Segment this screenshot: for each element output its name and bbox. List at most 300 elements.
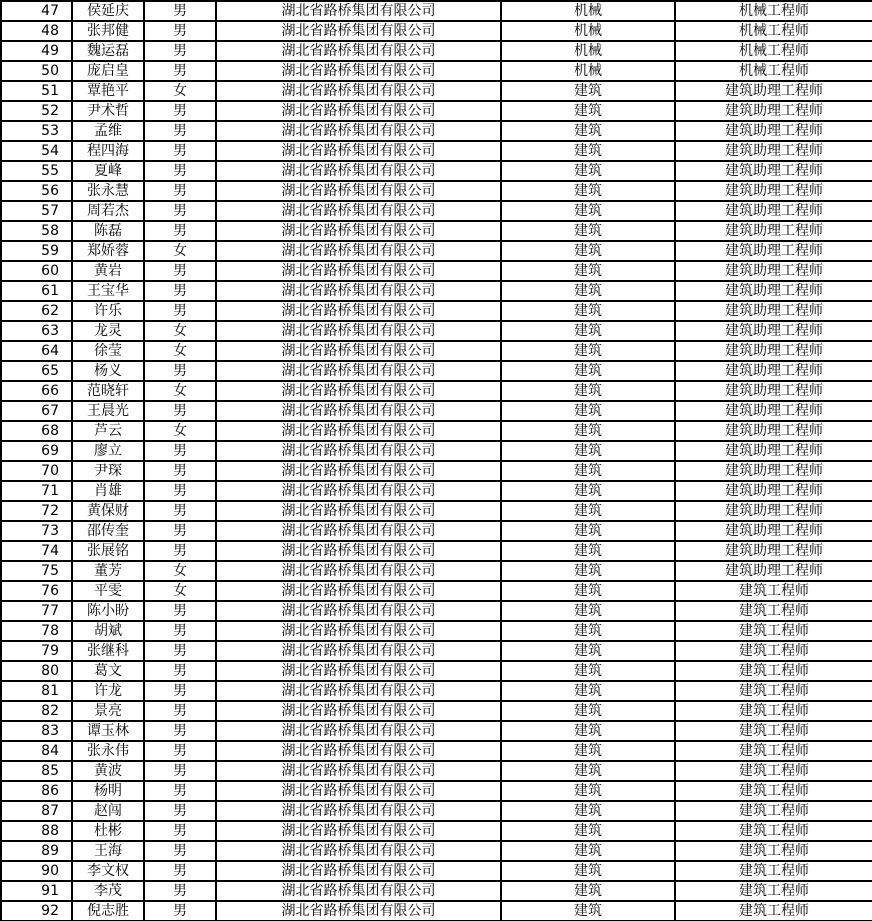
cell-major: 建筑: [501, 301, 675, 321]
cell-name: 景亮: [72, 701, 144, 721]
cell-company: 湖北省路桥集团有限公司: [216, 561, 501, 581]
cell-major: 建筑: [501, 841, 675, 861]
cell-gender: 男: [144, 881, 216, 901]
table-row: [1, 181, 872, 201]
cell-title: 建筑助理工程师: [675, 181, 872, 201]
cell-company: 湖北省路桥集团有限公司: [216, 861, 501, 881]
cell-row-number: 71: [1, 481, 72, 501]
table-row: [1, 541, 872, 561]
cell-title: 建筑助理工程师: [675, 221, 872, 241]
cell-gender: 女: [144, 561, 216, 581]
cell-gender: 男: [144, 141, 216, 161]
cell-row-number: 89: [1, 841, 72, 861]
cell-gender: 男: [144, 301, 216, 321]
cell-name: 胡斌: [72, 621, 144, 641]
cell-name: 张邦健: [72, 21, 144, 41]
cell-title: 建筑工程师: [675, 701, 872, 721]
cell-title: 建筑工程师: [675, 581, 872, 601]
cell-title: 建筑助理工程师: [675, 501, 872, 521]
cell-row-number: 72: [1, 501, 72, 521]
cell-company: 湖北省路桥集团有限公司: [216, 401, 501, 421]
cell-major: 建筑: [501, 881, 675, 901]
cell-row-number: 77: [1, 601, 72, 621]
cell-major: 建筑: [501, 661, 675, 681]
table-row: [1, 221, 872, 241]
cell-major: 建筑: [501, 421, 675, 441]
cell-company: 湖北省路桥集团有限公司: [216, 441, 501, 461]
cell-name: 李文权: [72, 861, 144, 881]
cell-row-number: 52: [1, 101, 72, 121]
cell-name: 葛文: [72, 661, 144, 681]
personnel-roster-body: [1, 1, 872, 921]
cell-row-number: 57: [1, 201, 72, 221]
cell-row-number: 84: [1, 741, 72, 761]
table-row: [1, 321, 872, 341]
cell-major: 建筑: [501, 201, 675, 221]
cell-row-number: 90: [1, 861, 72, 881]
cell-name: 王晨光: [72, 401, 144, 421]
cell-major: 建筑: [501, 641, 675, 661]
cell-major: 建筑: [501, 761, 675, 781]
cell-major: 机械: [501, 61, 675, 81]
cell-row-number: 49: [1, 41, 72, 61]
cell-title: 建筑助理工程师: [675, 421, 872, 441]
cell-row-number: 68: [1, 421, 72, 441]
cell-gender: 男: [144, 901, 216, 921]
cell-title: 建筑助理工程师: [675, 521, 872, 541]
cell-name: 陈小盼: [72, 601, 144, 621]
cell-gender: 男: [144, 781, 216, 801]
cell-row-number: 87: [1, 801, 72, 821]
cell-gender: 女: [144, 581, 216, 601]
table-row: [1, 561, 872, 581]
cell-company: 湖北省路桥集团有限公司: [216, 881, 501, 901]
table-row: [1, 521, 872, 541]
cell-major: 建筑: [501, 901, 675, 921]
cell-row-number: 81: [1, 681, 72, 701]
cell-name: 芦云: [72, 421, 144, 441]
table-row: [1, 341, 872, 361]
table-row: [1, 301, 872, 321]
table-row: [1, 641, 872, 661]
cell-row-number: 92: [1, 901, 72, 921]
cell-company: 湖北省路桥集团有限公司: [216, 821, 501, 841]
cell-row-number: 85: [1, 761, 72, 781]
cell-gender: 男: [144, 721, 216, 741]
cell-company: 湖北省路桥集团有限公司: [216, 761, 501, 781]
cell-row-number: 59: [1, 241, 72, 261]
cell-major: 建筑: [501, 401, 675, 421]
cell-title: 机械工程师: [675, 61, 872, 81]
cell-row-number: 74: [1, 541, 72, 561]
cell-company: 湖北省路桥集团有限公司: [216, 541, 501, 561]
cell-company: 湖北省路桥集团有限公司: [216, 281, 501, 301]
cell-title: 建筑助理工程师: [675, 161, 872, 181]
cell-name: 黄波: [72, 761, 144, 781]
cell-row-number: 64: [1, 341, 72, 361]
cell-company: 湖北省路桥集团有限公司: [216, 621, 501, 641]
cell-gender: 男: [144, 861, 216, 881]
cell-gender: 男: [144, 541, 216, 561]
cell-title: 机械工程师: [675, 21, 872, 41]
cell-name: 王宝华: [72, 281, 144, 301]
cell-row-number: 56: [1, 181, 72, 201]
cell-gender: 男: [144, 61, 216, 81]
cell-gender: 男: [144, 841, 216, 861]
cell-name: 尹琛: [72, 461, 144, 481]
cell-major: 建筑: [501, 461, 675, 481]
cell-name: 覃艳平: [72, 81, 144, 101]
cell-major: 建筑: [501, 241, 675, 261]
cell-gender: 男: [144, 1, 216, 21]
table-row: [1, 761, 872, 781]
cell-name: 侯延庆: [72, 1, 144, 21]
table-row: [1, 241, 872, 261]
cell-gender: 男: [144, 601, 216, 621]
cell-major: 建筑: [501, 481, 675, 501]
cell-row-number: 63: [1, 321, 72, 341]
cell-row-number: 62: [1, 301, 72, 321]
cell-company: 湖北省路桥集团有限公司: [216, 601, 501, 621]
cell-title: 建筑助理工程师: [675, 241, 872, 261]
cell-gender: 男: [144, 661, 216, 681]
cell-major: 建筑: [501, 281, 675, 301]
cell-row-number: 48: [1, 21, 72, 41]
cell-name: 李茂: [72, 881, 144, 901]
cell-row-number: 70: [1, 461, 72, 481]
cell-title: 建筑助理工程师: [675, 201, 872, 221]
cell-name: 王海: [72, 841, 144, 861]
cell-company: 湖北省路桥集团有限公司: [216, 61, 501, 81]
cell-name: 谭玉林: [72, 721, 144, 741]
cell-row-number: 75: [1, 561, 72, 581]
cell-name: 夏峰: [72, 161, 144, 181]
cell-major: 建筑: [501, 501, 675, 521]
cell-company: 湖北省路桥集团有限公司: [216, 221, 501, 241]
cell-gender: 男: [144, 41, 216, 61]
cell-title: 机械工程师: [675, 1, 872, 21]
cell-title: 建筑助理工程师: [675, 441, 872, 461]
cell-title: 建筑工程师: [675, 621, 872, 641]
cell-gender: 男: [144, 261, 216, 281]
cell-gender: 男: [144, 121, 216, 141]
cell-name: 赵闯: [72, 801, 144, 821]
cell-title: 建筑工程师: [675, 721, 872, 741]
cell-gender: 男: [144, 741, 216, 761]
cell-name: 杨义: [72, 361, 144, 381]
cell-row-number: 69: [1, 441, 72, 461]
cell-gender: 男: [144, 461, 216, 481]
cell-row-number: 51: [1, 81, 72, 101]
cell-row-number: 60: [1, 261, 72, 281]
cell-title: 建筑工程师: [675, 801, 872, 821]
table-row: [1, 461, 872, 481]
cell-company: 湖北省路桥集团有限公司: [216, 461, 501, 481]
cell-gender: 男: [144, 101, 216, 121]
cell-name: 许龙: [72, 681, 144, 701]
cell-major: 建筑: [501, 581, 675, 601]
cell-row-number: 82: [1, 701, 72, 721]
cell-row-number: 83: [1, 721, 72, 741]
table-row: [1, 861, 872, 881]
cell-gender: 男: [144, 681, 216, 701]
cell-company: 湖北省路桥集团有限公司: [216, 841, 501, 861]
cell-name: 黄岩: [72, 261, 144, 281]
cell-row-number: 78: [1, 621, 72, 641]
cell-title: 建筑工程师: [675, 881, 872, 901]
cell-company: 湖北省路桥集团有限公司: [216, 901, 501, 921]
cell-title: 建筑助理工程师: [675, 261, 872, 281]
cell-row-number: 66: [1, 381, 72, 401]
cell-major: 建筑: [501, 361, 675, 381]
table-row: [1, 601, 872, 621]
cell-title: 建筑工程师: [675, 861, 872, 881]
cell-name: 张永慧: [72, 181, 144, 201]
cell-major: 建筑: [501, 681, 675, 701]
cell-gender: 女: [144, 381, 216, 401]
cell-title: 建筑助理工程师: [675, 461, 872, 481]
table-row: [1, 721, 872, 741]
cell-title: 建筑工程师: [675, 661, 872, 681]
cell-company: 湖北省路桥集团有限公司: [216, 1, 501, 21]
cell-row-number: 55: [1, 161, 72, 181]
cell-company: 湖北省路桥集团有限公司: [216, 701, 501, 721]
cell-company: 湖北省路桥集团有限公司: [216, 301, 501, 321]
cell-major: 建筑: [501, 261, 675, 281]
cell-name: 尹术哲: [72, 101, 144, 121]
cell-name: 程四海: [72, 141, 144, 161]
cell-row-number: 50: [1, 61, 72, 81]
cell-major: 建筑: [501, 381, 675, 401]
table-row: [1, 361, 872, 381]
cell-company: 湖北省路桥集团有限公司: [216, 421, 501, 441]
cell-title: 建筑工程师: [675, 781, 872, 801]
cell-major: 建筑: [501, 121, 675, 141]
cell-title: 建筑助理工程师: [675, 561, 872, 581]
cell-major: 建筑: [501, 541, 675, 561]
cell-name: 廖立: [72, 441, 144, 461]
table-row: [1, 821, 872, 841]
cell-name: 黄保财: [72, 501, 144, 521]
cell-gender: 男: [144, 21, 216, 41]
cell-gender: 男: [144, 221, 216, 241]
cell-major: 建筑: [501, 161, 675, 181]
cell-title: 建筑助理工程师: [675, 361, 872, 381]
cell-name: 张永伟: [72, 741, 144, 761]
cell-title: 建筑助理工程师: [675, 121, 872, 141]
cell-name: 肖雄: [72, 481, 144, 501]
table-row: [1, 81, 872, 101]
cell-gender: 男: [144, 401, 216, 421]
cell-title: 建筑助理工程师: [675, 381, 872, 401]
cell-title: 建筑工程师: [675, 821, 872, 841]
cell-company: 湖北省路桥集团有限公司: [216, 101, 501, 121]
cell-name: 郑娇蓉: [72, 241, 144, 261]
cell-name: 张展铭: [72, 541, 144, 561]
cell-name: 平雯: [72, 581, 144, 601]
cell-row-number: 54: [1, 141, 72, 161]
cell-name: 周若杰: [72, 201, 144, 221]
cell-company: 湖北省路桥集团有限公司: [216, 381, 501, 401]
cell-company: 湖北省路桥集团有限公司: [216, 161, 501, 181]
cell-name: 许乐: [72, 301, 144, 321]
cell-name: 庞启皇: [72, 61, 144, 81]
table-row: [1, 61, 872, 81]
cell-major: 建筑: [501, 781, 675, 801]
cell-name: 邵传奎: [72, 521, 144, 541]
cell-company: 湖北省路桥集团有限公司: [216, 21, 501, 41]
cell-major: 建筑: [501, 701, 675, 721]
cell-row-number: 65: [1, 361, 72, 381]
cell-company: 湖北省路桥集团有限公司: [216, 501, 501, 521]
cell-gender: 男: [144, 621, 216, 641]
table-row: [1, 621, 872, 641]
cell-title: 建筑工程师: [675, 641, 872, 661]
cell-title: 建筑助理工程师: [675, 281, 872, 301]
cell-name: 倪志胜: [72, 901, 144, 921]
cell-gender: 男: [144, 161, 216, 181]
table-row: [1, 481, 872, 501]
table-row: [1, 701, 872, 721]
cell-title: 建筑助理工程师: [675, 481, 872, 501]
table-row: [1, 661, 872, 681]
cell-name: 龙灵: [72, 321, 144, 341]
table-row: [1, 841, 872, 861]
cell-company: 湖北省路桥集团有限公司: [216, 661, 501, 681]
table-row: [1, 681, 872, 701]
cell-company: 湖北省路桥集团有限公司: [216, 341, 501, 361]
cell-company: 湖北省路桥集团有限公司: [216, 741, 501, 761]
cell-row-number: 76: [1, 581, 72, 601]
cell-major: 建筑: [501, 221, 675, 241]
cell-name: 范晓轩: [72, 381, 144, 401]
cell-company: 湖北省路桥集团有限公司: [216, 321, 501, 341]
cell-company: 湖北省路桥集团有限公司: [216, 801, 501, 821]
table-row: [1, 1, 872, 21]
cell-company: 湖北省路桥集团有限公司: [216, 261, 501, 281]
cell-major: 建筑: [501, 101, 675, 121]
cell-company: 湖北省路桥集团有限公司: [216, 681, 501, 701]
cell-major: 建筑: [501, 801, 675, 821]
cell-company: 湖北省路桥集团有限公司: [216, 121, 501, 141]
table-row: [1, 781, 872, 801]
cell-title: 建筑助理工程师: [675, 401, 872, 421]
cell-row-number: 61: [1, 281, 72, 301]
table-row: [1, 421, 872, 441]
table-row: [1, 21, 872, 41]
cell-gender: 男: [144, 481, 216, 501]
cell-row-number: 73: [1, 521, 72, 541]
cell-name: 杜彬: [72, 821, 144, 841]
cell-company: 湖北省路桥集团有限公司: [216, 41, 501, 61]
cell-title: 建筑工程师: [675, 741, 872, 761]
cell-name: 杨明: [72, 781, 144, 801]
cell-name: 董芳: [72, 561, 144, 581]
cell-name: 孟维: [72, 121, 144, 141]
cell-gender: 男: [144, 521, 216, 541]
table-row: [1, 261, 872, 281]
cell-title: 机械工程师: [675, 41, 872, 61]
cell-gender: 男: [144, 701, 216, 721]
cell-major: 建筑: [501, 621, 675, 641]
table-row: [1, 101, 872, 121]
table-row: [1, 401, 872, 421]
cell-row-number: 47: [1, 1, 72, 21]
cell-title: 建筑工程师: [675, 681, 872, 701]
cell-major: 建筑: [501, 821, 675, 841]
cell-title: 建筑助理工程师: [675, 341, 872, 361]
cell-company: 湖北省路桥集团有限公司: [216, 361, 501, 381]
cell-major: 建筑: [501, 721, 675, 741]
cell-title: 建筑助理工程师: [675, 141, 872, 161]
cell-title: 建筑助理工程师: [675, 301, 872, 321]
cell-major: 建筑: [501, 321, 675, 341]
cell-major: 建筑: [501, 341, 675, 361]
cell-gender: 男: [144, 501, 216, 521]
table-row: [1, 741, 872, 761]
cell-major: 建筑: [501, 441, 675, 461]
table-row: [1, 281, 872, 301]
cell-row-number: 67: [1, 401, 72, 421]
cell-name: 张继科: [72, 641, 144, 661]
cell-gender: 男: [144, 181, 216, 201]
cell-company: 湖北省路桥集团有限公司: [216, 521, 501, 541]
cell-major: 建筑: [501, 561, 675, 581]
cell-company: 湖北省路桥集团有限公司: [216, 201, 501, 221]
table-row: [1, 801, 872, 821]
table-row: [1, 161, 872, 181]
cell-company: 湖北省路桥集团有限公司: [216, 241, 501, 261]
table-row: [1, 121, 872, 141]
table-row: [1, 201, 872, 221]
table-row: [1, 881, 872, 901]
cell-company: 湖北省路桥集团有限公司: [216, 721, 501, 741]
cell-row-number: 58: [1, 221, 72, 241]
cell-row-number: 88: [1, 821, 72, 841]
table-row: [1, 441, 872, 461]
cell-title: 建筑助理工程师: [675, 321, 872, 341]
cell-title: 建筑工程师: [675, 761, 872, 781]
cell-major: 机械: [501, 21, 675, 41]
cell-title: 建筑工程师: [675, 841, 872, 861]
cell-major: 建筑: [501, 861, 675, 881]
table-row: [1, 41, 872, 61]
cell-row-number: 80: [1, 661, 72, 681]
cell-gender: 男: [144, 761, 216, 781]
table-row: [1, 381, 872, 401]
cell-major: 建筑: [501, 141, 675, 161]
cell-major: 建筑: [501, 601, 675, 621]
cell-gender: 女: [144, 81, 216, 101]
cell-title: 建筑工程师: [675, 901, 872, 921]
cell-name: 魏运磊: [72, 41, 144, 61]
cell-title: 建筑助理工程师: [675, 101, 872, 121]
cell-gender: 女: [144, 321, 216, 341]
cell-title: 建筑助理工程师: [675, 541, 872, 561]
cell-gender: 女: [144, 341, 216, 361]
cell-major: 机械: [501, 1, 675, 21]
cell-row-number: 91: [1, 881, 72, 901]
cell-gender: 男: [144, 801, 216, 821]
cell-major: 建筑: [501, 81, 675, 101]
cell-name: 陈磊: [72, 221, 144, 241]
cell-row-number: 79: [1, 641, 72, 661]
cell-gender: 女: [144, 241, 216, 261]
cell-title: 建筑工程师: [675, 601, 872, 621]
cell-gender: 男: [144, 641, 216, 661]
table-row: [1, 581, 872, 601]
cell-company: 湖北省路桥集团有限公司: [216, 641, 501, 661]
